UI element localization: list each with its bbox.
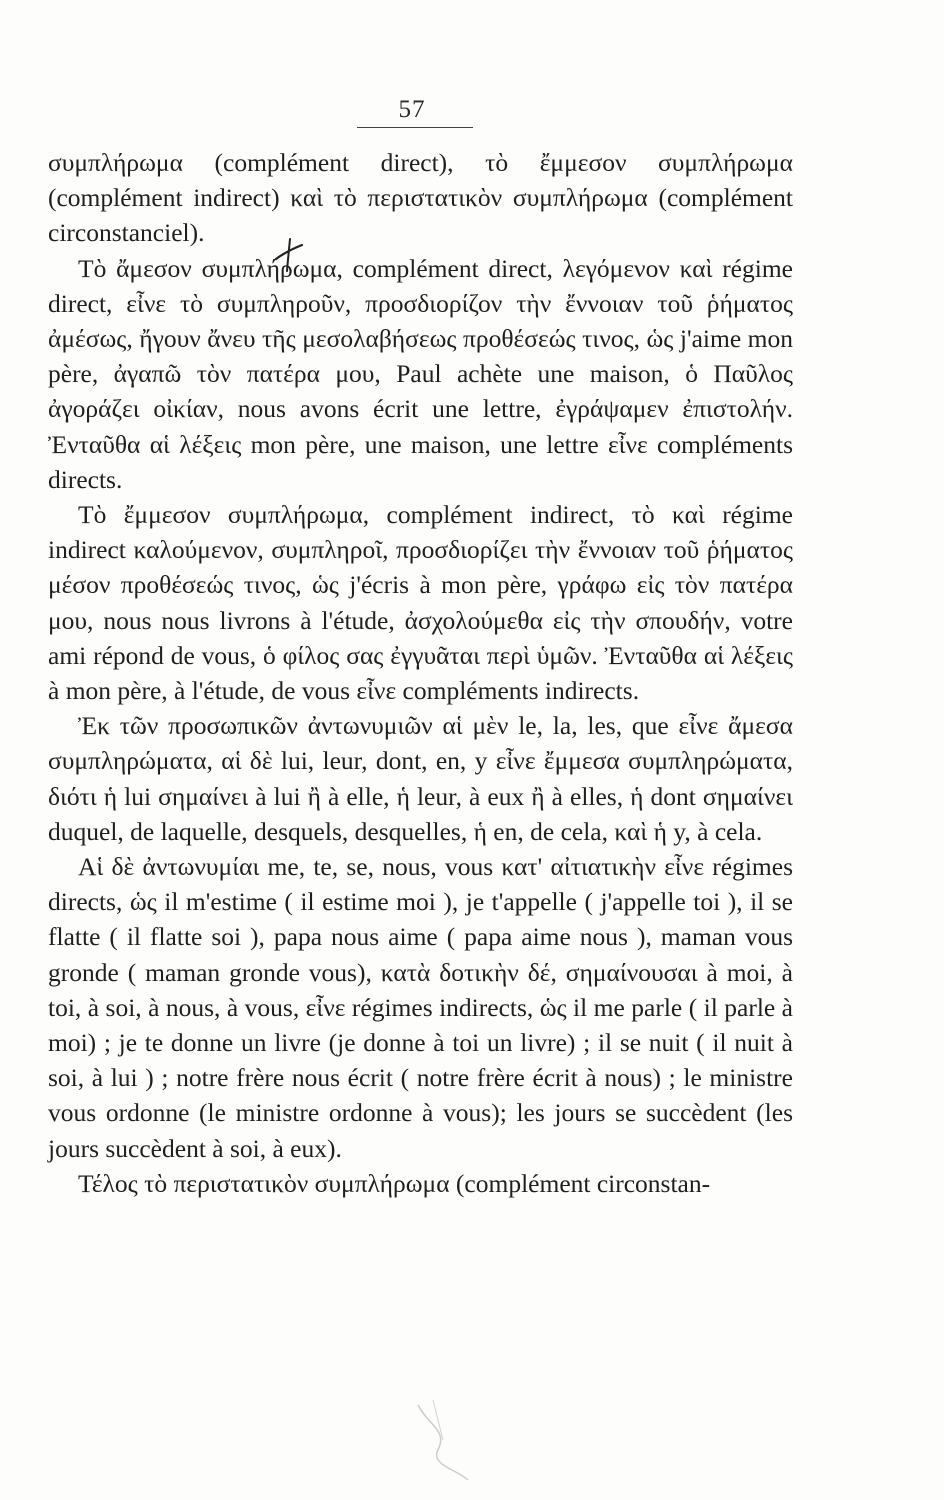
paragraph: Αἱ δὲ ἀντωνυμίαι me, te, se, nous, vous κατ' αἰτιατικὴν εἶνε régimes directs, ὡς il m'estime ( il estime moi ), je t'appelle ( j'appelle toi ), il se flatte ( il flatte soi ), papa nous aime ( papa aime nous ), maman vous gronde ( maman gronde vous), κατὰ δοτικὴν δέ, σημαίνουσαι à moi, à toi, à soi, à nous, à vous, εἶνε régimes indirects, ὡς il me parle ( il parle à moi) ; je te donne un livre (je donne à toi un livre) ; il se nuit ( il nuit à soi, à lui ) ; notre frère nous écrit ( notre frère écrit à nous) ; le ministre vous ordonne (le ministre ordonne à vous); les jours se succèdent (les jours succèdent à soi, à eux). — [48, 852, 793, 1163]
paragraph: Τὸ ἔμμεσον συμπλήρωμα, complément indirect, τὸ καὶ régime indirect καλούμενον, συμπληροῖ, προσδιορίζει τὴν ἔννοιαν τοῦ ῥήματος μέσον προθέσεώς τινος, ὡς j'écris à mon père, γράφω εἰς τὸν πατέρα μου, nous nous livrons à l'étude, ἀσχολούμεθα εἰς τὴν σπουδήν, votre ami répond de vous, ὁ φίλος σας ἐγγυᾶται περὶ ὑμῶν. Ἐνταῦθα αἱ λέξεις à mon père, à l'étude, de vous εἶνε compléments indirects. — [48, 500, 793, 706]
body-text — [48, 145, 793, 1201]
paragraph: συμπλήρωμα (complément direct), τὸ ἔμμεσον συμπλήρωμα (complément indirect) καὶ τὸ περιστατικὸν συμπλήρωμα (complément circonstanciel). — [48, 148, 793, 248]
paragraph: Ἐκ τῶν προσωπικῶν ἀντωνυμιῶν αἱ μὲν le, la, les, que εἶνε ἄμεσα συμπληρώματα, αἱ δὲ lui, leur, dont, en, y εἶνε ἔμμεσα συμπληρώματα, διότι ἡ lui σημαίνει à lui ἢ à elle, ἡ leur, à eux ἢ à elles, ἡ dont σημαίνει duquel, de laquelle, desquels, desquelles, ἡ en, de cela, καὶ ἡ y, à cela. — [48, 711, 793, 846]
faint-pencil-scribble-icon — [408, 1395, 488, 1485]
paragraph: Τέλος τὸ περιστατικὸν συμπλήρωμα (complément circonstan- — [78, 1168, 711, 1198]
paragraph: Τὸ ἄμεσον συμπλήρωμα, complément direct, λεγόμενον καὶ régime direct, εἶνε τὸ συμπληροῦν, προσδιορίζον τὴν ἔννοιαν τοῦ ῥήματος ἀμέσως, ἤγουν ἄνευ τῆς μεσολαβήσεως προθέσεώς τινος, ὡς j'aime mon père, ἀγαπῶ τὸν πατέρα μου, Paul achète une maison, ὁ Παῦλος ἀγοράζει οἰκίαν, nous avons écrit une lettre, ἐγράψαμεν ἐπιστολήν. Ἐνταῦθα αἱ λέξεις mon père, une maison, une lettre εἶνε compléments directs. — [48, 253, 793, 494]
page-number: 57 — [398, 96, 426, 123]
page-number-rule — [357, 127, 473, 128]
